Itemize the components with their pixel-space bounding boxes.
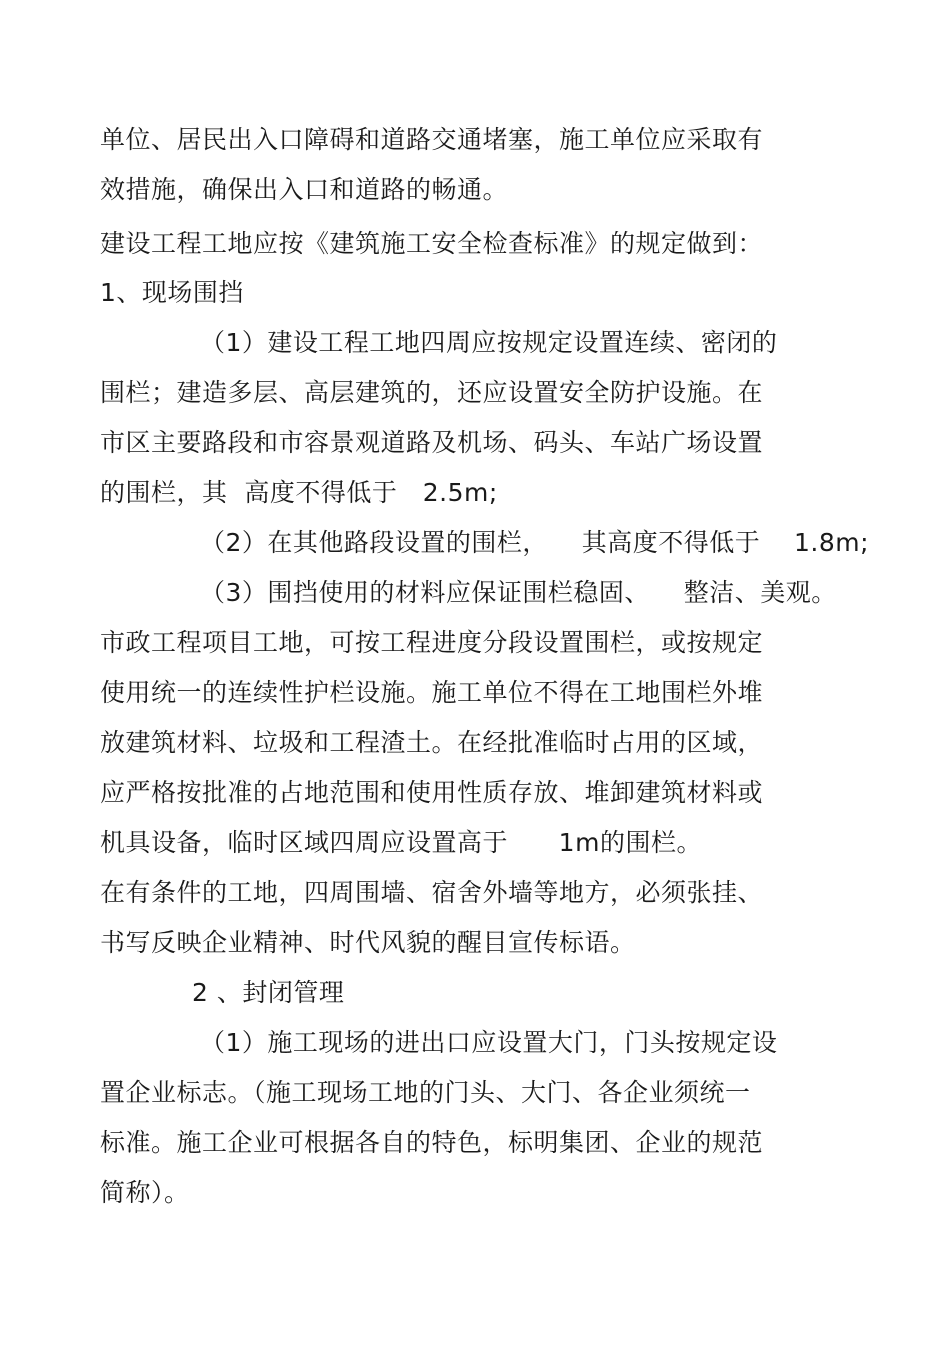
body-text-line: 放建筑材料、垃圾和工程渣土。在经批准临时占用的区域，	[100, 728, 764, 757]
section-heading: 2 、封闭管理	[192, 978, 345, 1007]
body-text-line: 的围栏，其 高度不得低于 2.5m;	[100, 478, 498, 507]
body-text-line: 使用统一的连续性护栏设施。施工单位不得在工地围栏外堆	[100, 678, 764, 707]
section-heading: 1、现场围挡	[100, 278, 244, 307]
body-text-line: 围栏；建造多层、高层建筑的，还应设置安全防护设施。在	[100, 378, 764, 407]
body-text-line: （1）建设工程工地四周应按规定设置连续、密闭的	[200, 328, 778, 357]
body-text-line: 机具设备，临时区域四周应设置高于 1m的围栏。	[100, 828, 702, 857]
body-text-line: （3）围挡使用的材料应保证围栏稳固、 整洁、美观。	[200, 578, 837, 607]
body-text-line: 简称）。	[100, 1178, 190, 1207]
body-text-line: 标准。施工企业可根据各自的特色，标明集团、企业的规范	[100, 1128, 764, 1157]
body-text-line: 置企业标志。（施工现场工地的门头、大门、各企业须统一	[100, 1078, 751, 1107]
body-text-line: 应严格按批准的占地范围和使用性质存放、堆卸建筑材料或	[100, 778, 764, 807]
body-text-line: （2）在其他路段设置的围栏， 其高度不得低于 1.8m;	[200, 528, 870, 557]
body-text-line: 市政工程项目工地，可按工程进度分段设置围栏，或按规定	[100, 628, 764, 657]
body-text-line: 在有条件的工地，四周围墙、宿舍外墙等地方，必须张挂、	[100, 878, 764, 907]
body-text-line: （1）施工现场的进出口应设置大门，门头按规定设	[200, 1028, 778, 1057]
body-text-line: 效措施，确保出入口和道路的畅通。	[100, 175, 509, 204]
body-text-line: 建设工程工地应按《建筑施工安全检查标准》的规定做到：	[100, 229, 764, 258]
body-text-line: 书写反映企业精神、时代风貌的醒目宣传标语。	[100, 928, 636, 957]
body-text-line: 市区主要路段和市容景观道路及机场、码头、车站广场设置	[100, 428, 764, 457]
body-text-line: 单位、居民出入口障碍和道路交通堵塞，施工单位应采取有	[100, 125, 764, 154]
